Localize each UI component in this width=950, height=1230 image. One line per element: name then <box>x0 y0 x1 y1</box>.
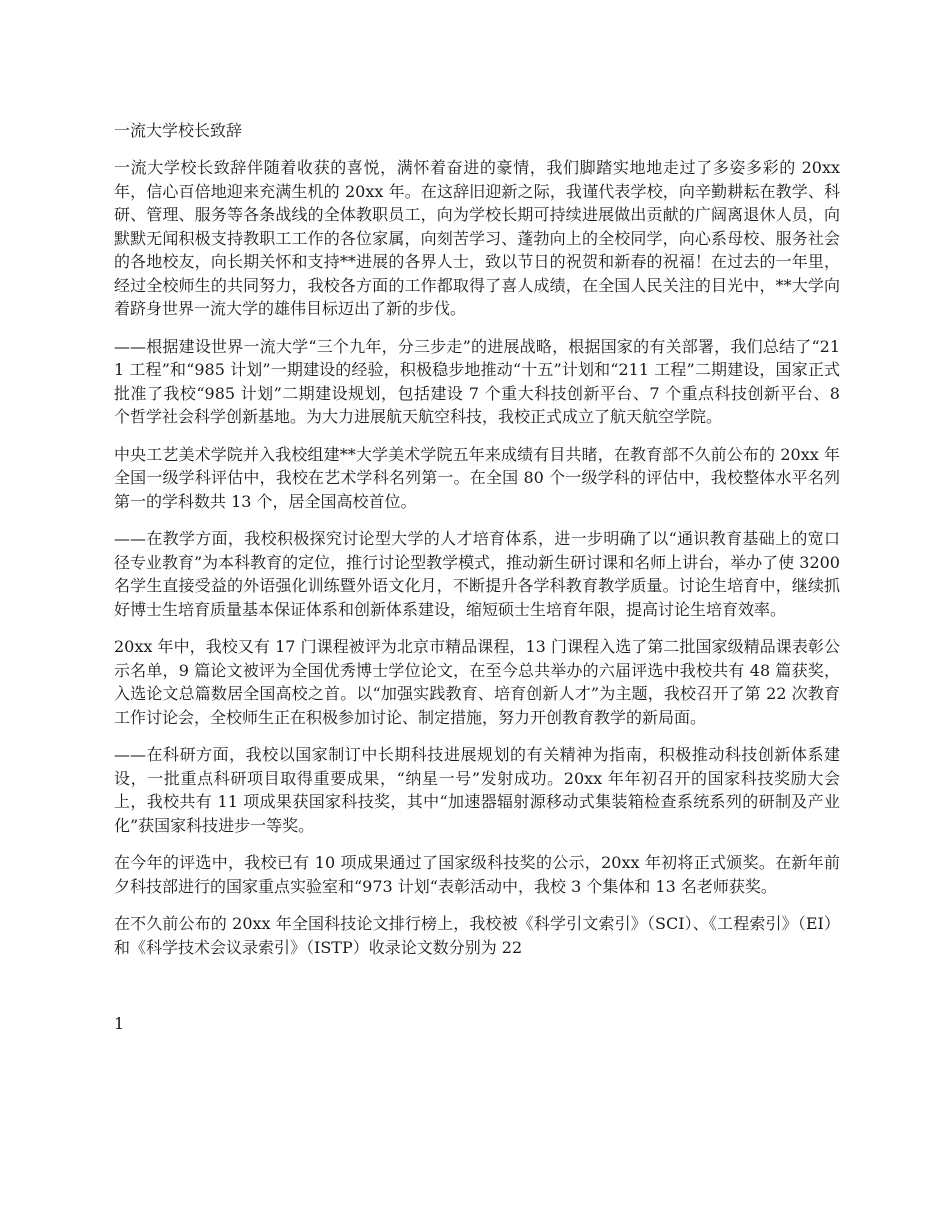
paragraph-teaching: ——在教学方面，我校积极探究讨论型大学的人才培育体系，进一步明确了以“通识教育基础上的宽口径专业教育”为本科教育的定位，推行讨论型教学模式，推动新生研讨课和名师上讲台，举办了使 3200 名学生直接受益的外语强化训练暨外语文化月，不断提升各学科教育教学质量。讨论生培育中，继续抓好博士生培育质量基本保证体系和创新体系建设，缩短硕士生培育年限，提高讨论生培育效率。 <box>114 529 840 619</box>
paragraph-art-academy: 中央工艺美术学院并入我校组建**大学美术学院五年来成绩有目共睹，在教育部不久前公布的 20xx 年全国一级学科评估中，我校在艺术学科名列第一。在全国 80 个一级学科的评估中，我校整体水平名列第一的学科数共 13 个，居全国高校首位。 <box>114 444 840 511</box>
paragraph-intro: 一流大学校长致辞伴随着收获的喜悦，满怀着奋进的豪情，我们脚踏实地地走过了多姿多彩的 20xx 年，信心百倍地迎来充满生机的 20xx 年。在这辞旧迎新之际，我谨代表学校，向辛勤耕耘在教学、科研、管理、服务等各条战线的全体教职员工，向为学校长期可持续进展做出贡献的广阔离退休人员，向默默无闻积极支持教职工工作的各位家属，向刻苦学习、蓬勃向上的全校同学，向心系母校、服务社会的各地校友，向长期关怀和支持**进展的各界人士，致以节日的祝贺和新春的祝福！在过去的一年里，经过全校师生的共同努力，我校各方面的工作都取得了喜人成绩，在全国人民关注的目光中，**大学向着跻身世界一流大学的雄伟目标迈出了新的步伐。 <box>114 158 840 318</box>
paragraph-courses: 20xx 年中，我校又有 17 门课程被评为北京市精品课程，13 门课程入选了第二批国家级精品课表彰公示名单，9 篇论文被评为全国优秀博士学位论文，在至今总共举办的六届评选中我校共有 48 篇获奖，入选论文总篇数居全国高校之首。以“加强实践教育、培育创新人才”为主题，我校召开了第 22 次教育工作讨论会，全校师生正在积极参加讨论、制定措施，努力开创教育教学的新局面。 <box>114 637 840 727</box>
page-number: 1 <box>114 1014 125 1033</box>
paragraph-strategy: ——根据建设世界一流大学“三个九年，分三步走”的进展战略，根据国家的有关部署，我们总结了“211 工程”和“985 计划”一期建设的经验，积极稳步地推动“十五”计划和“211 工程”二期建设，国家正式批准了我校“985 计划”二期建设规划，包括建设 7 个重大科技创新平台、7 个重点科技创新平台、8 个哲学社会科学创新基地。为大力进展航天航空科技，我校正式成立了航天航空学院。 <box>114 336 840 426</box>
document-title: 一流大学校长致辞 <box>114 121 243 140</box>
paragraph-rankings: 在不久前公布的 20xx 年全国科技论文排行榜上，我校被《科学引文索引》（SCI）、《工程索引》（EI）和《科学技术会议录索引》（ISTP）收录论文数分别为 22 <box>114 914 840 957</box>
document-page <box>114 118 840 973</box>
paragraph-research: ——在科研方面，我校以国家制订中长期科技进展规划的有关精神为指南，积极推动科技创新体系建设，一批重点科研项目取得重要成果，“纳星一号”发射成功。20xx 年年初召开的国家科技奖励大会上，我校共有 11 项成果获国家科技奖，其中“加速器辐射源移动式集装箱检查系统系列的研制及产业化”获国家科技进步一等奖。 <box>114 745 840 835</box>
paragraph-awards: 在今年的评选中，我校已有 10 项成果通过了国家级科技奖的公示，20xx 年初将正式颁奖。在新年前夕科技部进行的国家重点实验室和“973 计划“表彰活动中，我校 3 个集体和 13 名老师获奖。 <box>114 853 840 896</box>
